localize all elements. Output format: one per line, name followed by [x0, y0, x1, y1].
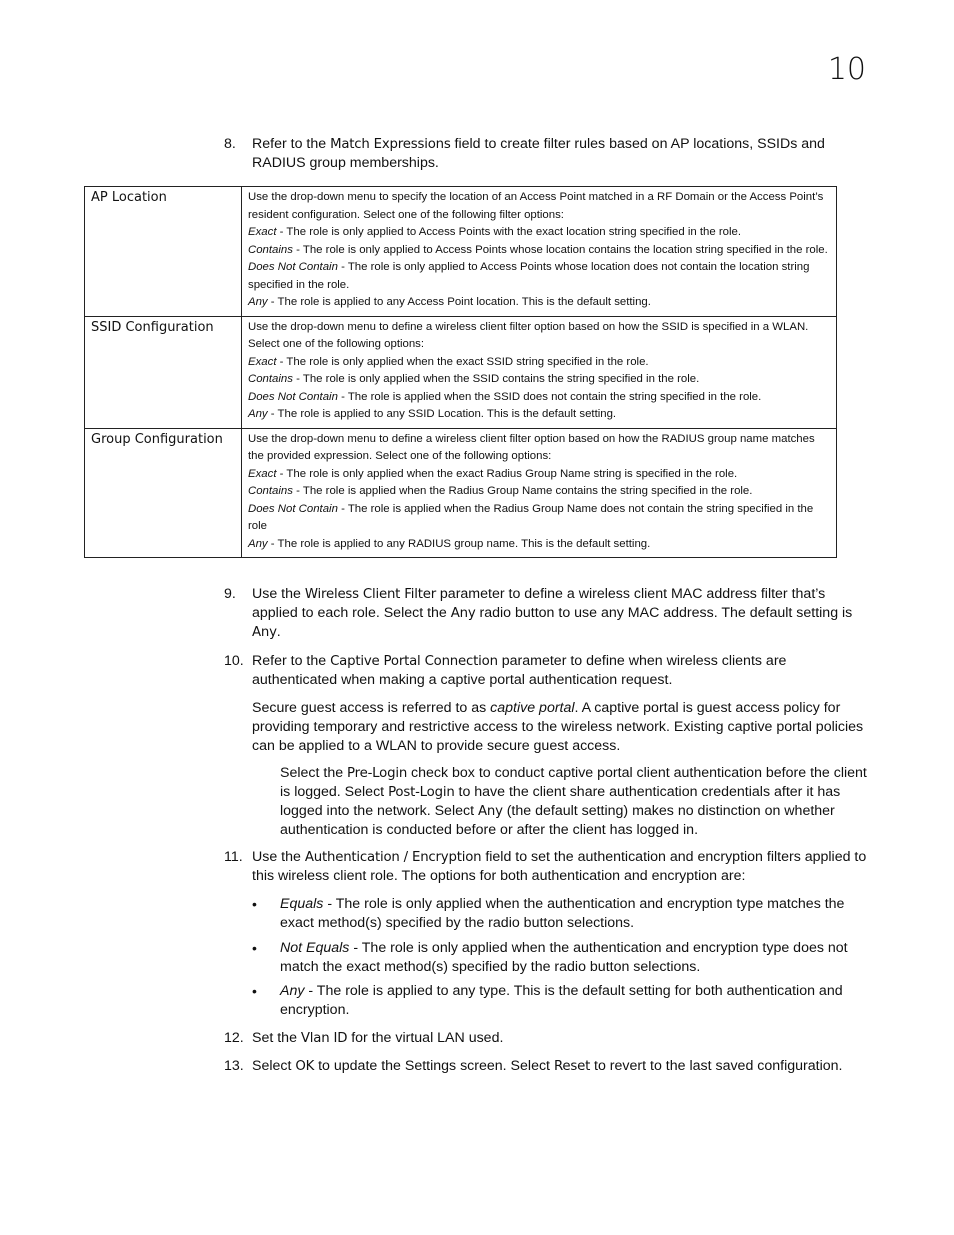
row-intro: Use the drop-down menu to define a wireless client filter option based on how the SSID is specified in a WLAN. Select one of the following options:: [248, 320, 809, 350]
emphasis: captive portal: [490, 700, 575, 716]
option-text: - The role is applied when the SSID does not contain the string specified in the role.: [337, 390, 762, 403]
row-intro: Use the drop-down menu to specify the location of an Access Point matched in a RF Domain or the Access Point’s resident configuration. Select one of the following filter options:: [248, 191, 824, 221]
step-13: [224, 1057, 884, 1076]
step-number: 12.: [224, 1030, 244, 1046]
step-text: .: [276, 624, 281, 640]
step-10: [224, 652, 872, 690]
step-number: 10.: [224, 653, 244, 669]
option-line: [248, 536, 830, 554]
step-text: Use the: [252, 586, 305, 602]
option-term: Any: [248, 537, 268, 550]
bullet-term: Not Equals: [280, 940, 350, 956]
row-description-cell: [242, 316, 837, 428]
bullet-dot: •: [252, 983, 257, 999]
step-text: field to set the authentication and encryption filters applied to this wireless client role. The options for both authentication and encryption are:: [252, 849, 867, 884]
option-text: - The role is applied when the Radius Group Name does not contain the string specified in the role: [248, 502, 814, 532]
option-text: - The role is applied when the Radius Group Name contains the string specified in the role.: [292, 485, 753, 497]
row-description-cell: [242, 428, 837, 558]
step-text: parameter to define when wireless clients are authenticated when making a captive portal authentication request.: [252, 653, 787, 688]
option-term: Exact: [248, 226, 277, 238]
bullet-text: - The role is only applied when the authentication and encryption type matches the exact method(s) specified by the radio button selections.: [280, 896, 845, 931]
bullet-item: [252, 982, 872, 1020]
step-text: Select: [252, 1058, 296, 1074]
bullet-dot: •: [252, 940, 257, 956]
option-line: [248, 389, 830, 407]
step-text: field to create filter rules based on AP locations, SSIDs and RADIUS group memberships.: [252, 136, 825, 171]
captive-portal-paragraph: [252, 699, 872, 756]
option-line: [248, 259, 830, 294]
option-term: Any: [248, 408, 268, 420]
ui-term: Pre-Login: [347, 766, 408, 781]
row-label-cell: [85, 428, 242, 558]
ui-term: Any: [477, 804, 503, 819]
option-term: Exact: [248, 355, 277, 368]
step-text: for the virtual LAN used.: [347, 1030, 504, 1046]
step-number: 8.: [224, 136, 236, 152]
option-line: [248, 294, 830, 312]
option-term: Exact: [248, 467, 277, 480]
bullet-term: Any: [280, 983, 305, 999]
para-text: Select the: [280, 765, 348, 781]
option-text: - The role is applied to any SSID Location. This is the default setting.: [267, 408, 617, 420]
ui-term: Authentication / Encryption: [304, 850, 482, 865]
bullet-term: Equals: [280, 896, 324, 912]
step-text: Refer to the: [252, 136, 331, 152]
para-text: check box to conduct captive portal client authentication before the client is logged. Select: [280, 765, 867, 800]
option-text: - The role is only applied when the exact Radius Group Name string is specified in the role.: [276, 467, 738, 480]
pre-login-paragraph: [280, 764, 872, 840]
row-label-cell: [85, 187, 242, 317]
option-term: Contains: [248, 485, 293, 497]
option-line: [248, 371, 830, 389]
step-text: to update the Settings screen. Select: [314, 1058, 554, 1074]
step-text: radio button to use any MAC address. The default setting is: [475, 605, 853, 621]
step-number: 11.: [224, 849, 243, 865]
step-text: Refer to the: [252, 653, 331, 669]
option-term: Does Not Contain: [248, 502, 338, 515]
option-term: Contains: [248, 243, 293, 256]
option-line: [248, 354, 830, 372]
option-line: [248, 242, 830, 260]
row-label: Group Configuration: [91, 431, 223, 447]
option-text: - The role is only applied to Access Points whose location does not contain the location string specified in the role.: [248, 261, 810, 291]
option-term: Does Not Contain: [248, 261, 338, 273]
row-label-cell: [85, 316, 242, 428]
step-text: Set the: [252, 1030, 301, 1046]
para-text: (the default setting) makes no distinction on whether authentication is conducted before or after the client has logged in.: [280, 803, 835, 838]
para-text: to have the client share authentication credentials after it has logged into the network. Select: [280, 784, 841, 819]
row-label: AP Location: [91, 190, 167, 205]
table-row: [85, 187, 837, 317]
step-text: Use the: [252, 849, 305, 865]
para-text: . A captive portal is guest access policy for providing temporary and restrictive access to the wireless network. Existing captive portal policies can be applied to a WLAN to provide secure guest access.: [252, 700, 864, 754]
table-row: [85, 316, 837, 428]
chapter-number: 10: [827, 52, 866, 87]
option-line: [248, 406, 830, 424]
bullet-text: - The role is only applied when the authentication and encryption type does not match the exact method(s) specified by the radio button selections.: [280, 940, 848, 975]
step-text: to revert to the last saved configuration.: [590, 1058, 843, 1074]
option-text: - The role is only applied to Access Points whose location contains the location string specified in the role.: [292, 243, 828, 256]
step-number: 13.: [224, 1058, 244, 1074]
step-number: 9.: [224, 586, 236, 602]
option-line: [248, 224, 830, 242]
option-text: - The role is only applied when the exact SSID string specified in the role.: [276, 355, 649, 368]
option-term: Contains: [248, 373, 293, 385]
para-text: Secure guest access is referred to as: [252, 700, 491, 716]
bullet-text: - The role is applied to any type. This is the default setting for both authentication and encryption.: [280, 983, 843, 1018]
bullet-item: [252, 939, 872, 977]
table-row: [85, 428, 837, 558]
ui-term: Captive Portal Connection: [330, 654, 498, 669]
option-text: - The role is applied to any Access Point location. This is the default setting.: [267, 296, 651, 308]
step-text: parameter to define a wireless client MAC address filter that’s applied to each role. Select the: [252, 586, 826, 621]
match-expressions-table: [84, 186, 837, 558]
ui-term: OK: [295, 1059, 315, 1074]
ui-term: Any: [252, 625, 277, 640]
bullet-item: [252, 895, 872, 933]
option-line: [248, 483, 830, 501]
row-description-cell: [242, 187, 837, 317]
option-line: [248, 466, 830, 484]
option-line: [248, 501, 830, 536]
ui-term: Vlan ID: [300, 1031, 348, 1046]
step-11: [224, 848, 872, 886]
ui-term: Reset: [553, 1059, 591, 1074]
row-label: SSID Configuration: [91, 319, 214, 335]
ui-term: Post-Login: [388, 785, 455, 800]
option-term: Any: [248, 296, 268, 308]
step-9: [224, 585, 872, 642]
ui-term: Match Expressions: [330, 137, 451, 152]
option-text: - The role is applied to any RADIUS group name. This is the default setting.: [267, 537, 651, 550]
step-12: [224, 1029, 872, 1048]
option-term: Does Not Contain: [248, 390, 338, 403]
row-intro: Use the drop-down menu to define a wireless client filter option based on how the RADIUS group name matches the provided expression. Select one of the following options:: [248, 432, 815, 462]
bullet-dot: •: [252, 896, 257, 912]
ui-term: Any: [450, 606, 476, 621]
option-text: - The role is only applied when the SSID contains the string specified in the role.: [292, 373, 700, 385]
option-text: - The role is only applied to Access Points with the exact location string specified in the role.: [276, 226, 742, 238]
ui-term: Wireless Client Filter: [304, 587, 436, 602]
step-8: [224, 135, 872, 173]
